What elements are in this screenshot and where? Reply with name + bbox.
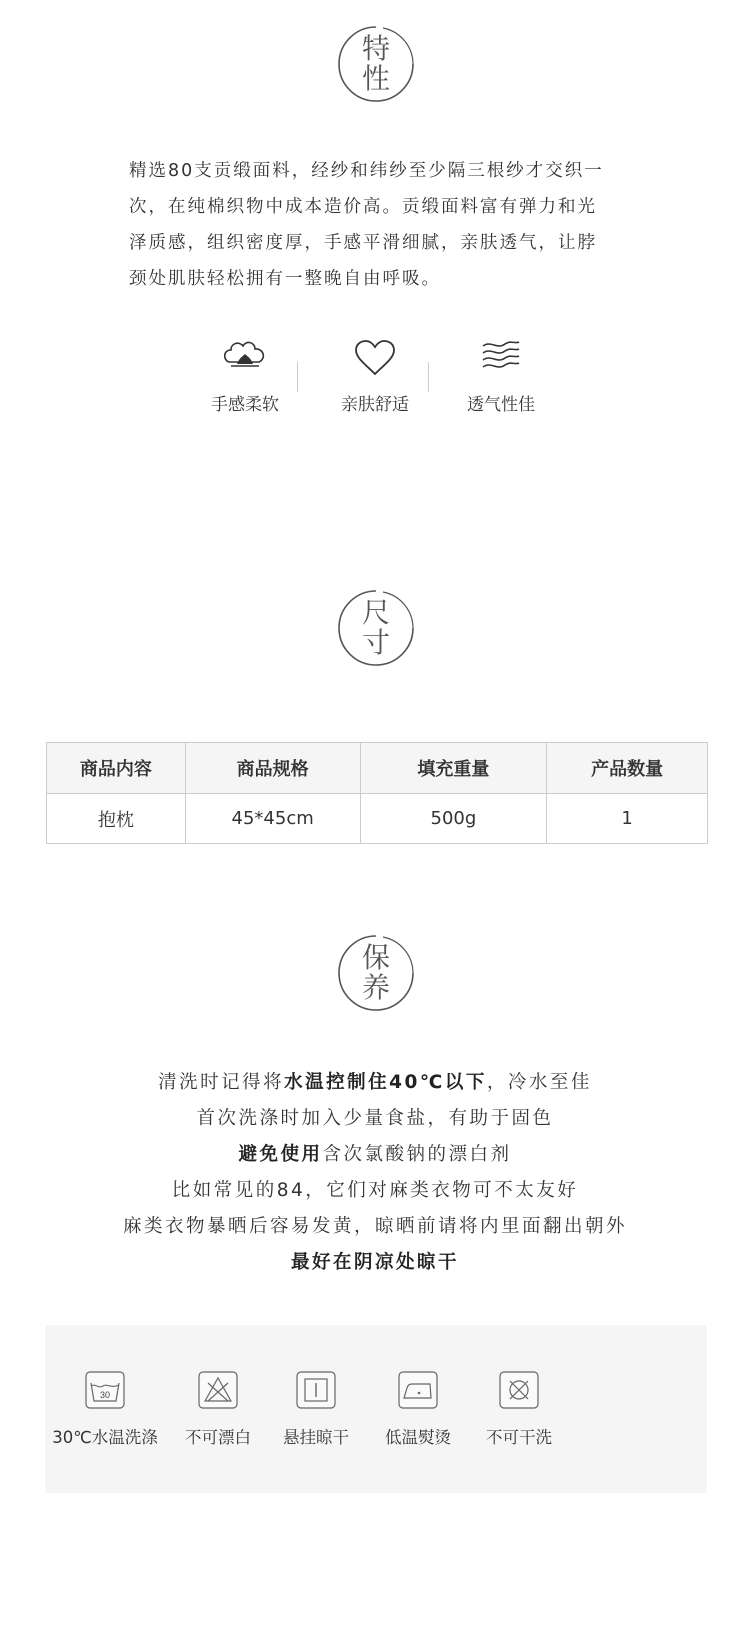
care-line: 麻类衣物暴晒后容易发黄，晾晒前请将内里面翻出朝外 — [122, 1216, 627, 1237]
feature-soft — [190, 340, 300, 415]
description-line: 次，在纯棉织物中成本造价高。贡缎面料富有弹力和光 — [129, 197, 597, 217]
table-header-row — [47, 743, 708, 794]
description-line: 颈处肌肤轻松拥有一整晚自由呼吸。 — [129, 269, 441, 289]
feature-divider — [428, 362, 429, 392]
wash-label: 不可干洗 — [486, 1428, 552, 1447]
feature-label: 亲肤舒适 — [341, 395, 409, 415]
care-seal — [336, 933, 416, 1013]
care-line: 最好在阴凉处晾干 — [290, 1252, 459, 1273]
care-line: 首次洗涤时加入少量食盐，有助于固色 — [196, 1108, 554, 1129]
feature-skin — [320, 340, 430, 415]
care-line: 比如常见的84，它们对麻类衣物可不太友好 — [171, 1180, 579, 1201]
table-row — [47, 794, 708, 844]
feature-icons-row — [190, 340, 570, 430]
feature-breathable — [446, 340, 556, 415]
table-header-cell: 商品规格 — [185, 743, 360, 794]
wash-label: 悬挂晾干 — [283, 1428, 349, 1447]
size-seal-title: 尺 寸 — [361, 596, 390, 659]
wash-symbol — [459, 1371, 579, 1448]
feature-label: 透气性佳 — [467, 395, 535, 415]
cotton-icon — [223, 340, 267, 376]
care-line: 清洗时记得将水温控制住40℃以下，冷水至佳 — [158, 1072, 592, 1093]
feature-divider — [297, 362, 298, 392]
wash-symbol — [45, 1371, 165, 1448]
wash-label: 30℃水温洗涤 — [52, 1428, 158, 1447]
table-cell: 1 — [547, 794, 708, 844]
heart-icon — [353, 340, 397, 376]
size-seal — [336, 588, 416, 668]
feature-label: 手感柔软 — [211, 395, 279, 415]
table-header-cell: 产品数量 — [547, 743, 708, 794]
description-line: 泽质感，组织密度厚，手感平滑细腻，亲肤透气，让脖 — [129, 233, 597, 253]
care-seal-title: 保 养 — [361, 941, 390, 1004]
wash-symbols-panel — [45, 1325, 707, 1493]
wash-label: 低温熨烫 — [385, 1428, 451, 1447]
size-table — [46, 742, 708, 844]
wash-30-icon — [85, 1371, 125, 1409]
features-seal-title: 特 性 — [361, 32, 390, 95]
table-header-cell: 填充重量 — [360, 743, 547, 794]
table-header-cell: 商品内容 — [47, 743, 186, 794]
no-dry-clean-icon — [499, 1371, 539, 1409]
care-instructions — [0, 1065, 750, 1281]
wash-label: 不可漂白 — [185, 1428, 251, 1447]
table-cell: 45*45cm — [185, 794, 360, 844]
table-cell: 500g — [360, 794, 547, 844]
svg-text:30: 30 — [99, 1390, 111, 1400]
care-line: 避免使用含次氯酸钠的漂白剂 — [238, 1144, 512, 1165]
features-description — [129, 153, 629, 297]
low-iron-icon — [398, 1371, 438, 1409]
hang-dry-icon — [296, 1371, 336, 1409]
description-line: 精选80支贡缎面料，经纱和纬纱至少隔三根纱才交织一 — [129, 161, 604, 181]
no-bleach-icon — [198, 1371, 238, 1409]
table-cell: 抱枕 — [47, 794, 186, 844]
features-seal — [336, 24, 416, 104]
waves-icon — [479, 340, 523, 376]
